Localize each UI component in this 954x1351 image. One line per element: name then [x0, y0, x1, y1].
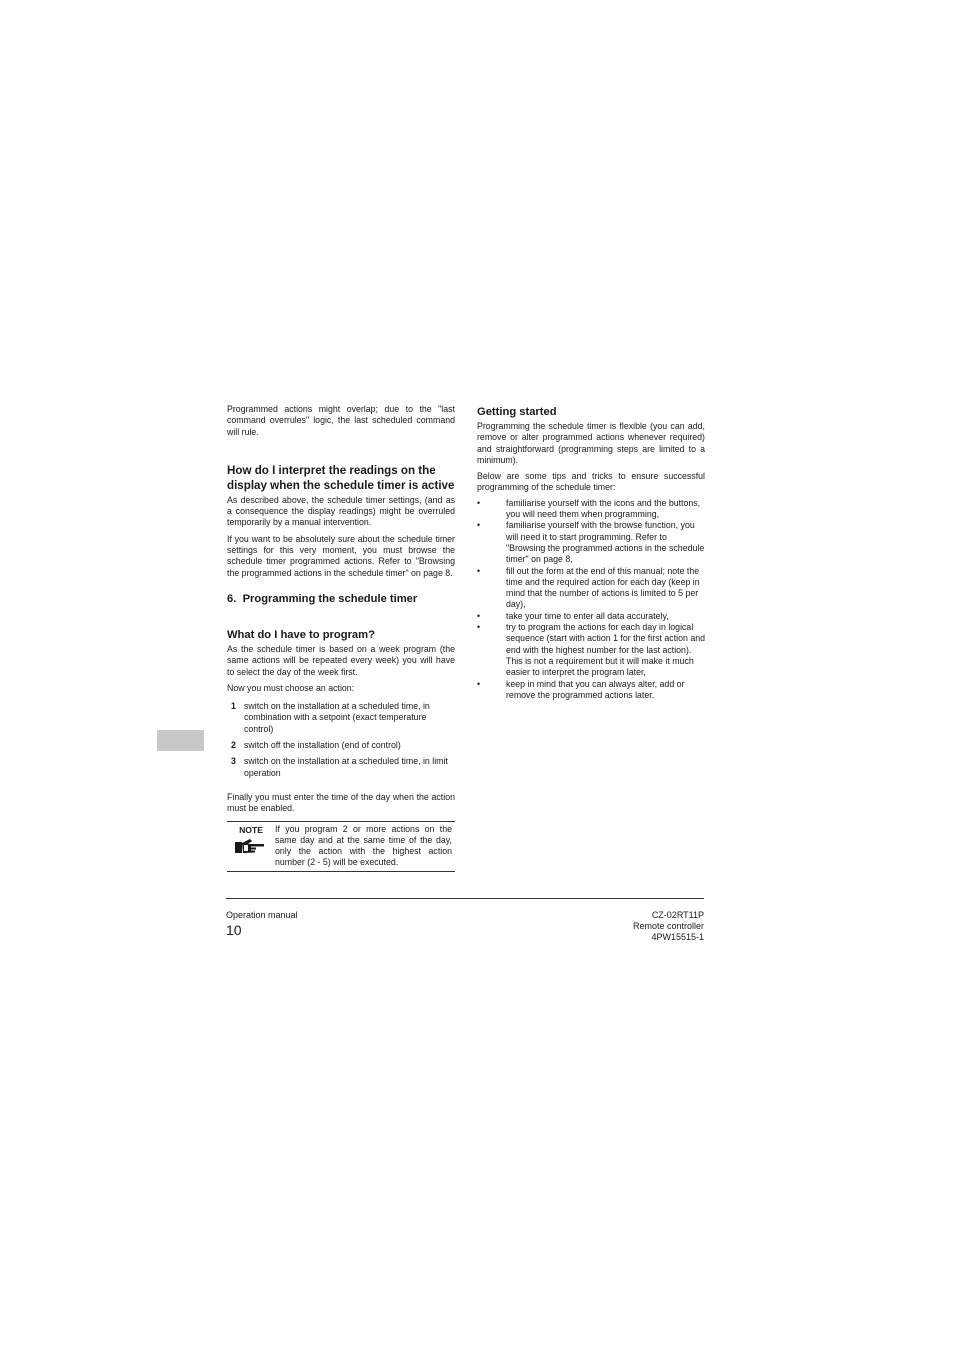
section-heading [227, 592, 455, 606]
program-paragraph-1: As the schedule timer is based on a week program (the same actions will be repeated every week) you will have to select the day of the week first. [227, 643, 455, 677]
getting-started-paragraph-2: Below are some tips and tricks to ensure successful programming of the schedule timer: [477, 471, 705, 493]
bullet: • [477, 565, 481, 576]
getting-started-heading: Getting started [477, 406, 557, 418]
note-label-block [227, 824, 275, 869]
finally-paragraph: Finally you must enter the time of the day when the action must be enabled. [227, 791, 455, 814]
tip-text: try to program the actions for each day in logical sequence (start with action 1 for the first action and end with the highest number for the last action). This is not a requirement but it will make it much easier to interpret the program later, [506, 622, 706, 678]
section-number: 6. [227, 592, 237, 605]
list-item [477, 679, 705, 702]
action-number: 2 [231, 740, 236, 751]
tip-text: take your time to enter all data accurately, [506, 610, 669, 621]
product-name: Remote controller [632, 921, 704, 931]
getting-started-paragraph-1: Programming the schedule timer is flexible (you can add, remove or alter programmed actions whenever required) and straightforward (programming steps are limited to a minimum). [477, 421, 705, 465]
action-number: 1 [231, 701, 236, 712]
bullet: • [477, 497, 481, 508]
footer-divider [226, 898, 704, 899]
list-item [477, 566, 705, 611]
manual-label: Operation manual [226, 910, 298, 920]
tip-text: fill out the form at the end of this manual; note the time and the required action for each day (keep in mind that the number of actions is limited to 5 per day), [506, 565, 700, 610]
action-text: switch on the installation at a scheduled time, in limit operation [244, 756, 448, 778]
list-item [477, 622, 705, 678]
interpret-heading: How do I interpret the readings on the display when the schedule timer is active [227, 463, 455, 492]
program-heading: What do I have to program? [227, 628, 375, 641]
bullet: • [477, 622, 481, 633]
bullet: • [477, 678, 481, 689]
list-item [477, 520, 705, 565]
bullet: • [477, 520, 481, 531]
interpret-paragraph-1: As described above, the schedule timer settings, (and as a consequence the display readings) might be overruled temporarily by a manual intervention. [227, 494, 455, 528]
list-item [227, 740, 455, 751]
list-item [477, 498, 705, 521]
left-column [227, 404, 455, 872]
list-item [477, 611, 705, 622]
action-list [227, 701, 455, 779]
bullet: • [477, 610, 481, 621]
right-column [477, 405, 705, 701]
pointing-hand-icon [234, 836, 268, 856]
section-title: Programming the schedule timer [242, 592, 418, 605]
footer-right [633, 910, 704, 943]
section-tab-marker [157, 730, 204, 751]
page-number: 10 [226, 922, 242, 938]
note-label: NOTE [239, 824, 263, 835]
action-number: 3 [231, 756, 236, 767]
tip-text: keep in mind that you can always alter, add or remove the programmed actions later. [506, 678, 685, 700]
document-code: 4PW15515-1 [651, 932, 704, 942]
action-text: switch on the installation at a scheduled time, in combination with a setpoint (exact temperature control) [244, 701, 430, 734]
interpret-paragraph-2: If you want to be absolutely sure about the schedule timer settings for this very moment, you must browse the schedule timer programmed actions. Refer to "Browsing the programmed actions in the schedule timer" on page 8. [227, 533, 455, 578]
action-text: switch off the installation (end of control) [244, 740, 401, 751]
tip-text: familiarise yourself with the browse function, you will need it to start programming. Refer to "Browsing the programmed actions in the schedule timer" on page 8, [506, 520, 705, 565]
tip-text: familiarise yourself with the icons and the buttons, you will need them when programming, [506, 497, 701, 520]
intro-paragraph: Programmed actions might overlap; due to the "last command overrules" logic, the last scheduled command will rule. [227, 404, 455, 437]
note-text: If you program 2 or more actions on the same day and at the same time of the day, only the action with the highest action number (2 - 5) will be executed. [275, 823, 452, 868]
list-item [227, 701, 455, 735]
list-item [227, 756, 455, 779]
model-number: CZ-02RT11P [651, 910, 704, 920]
footer-left [226, 910, 298, 938]
note-box [227, 821, 455, 872]
program-paragraph-2: Now you must choose an action: [227, 682, 355, 693]
tips-list [477, 498, 705, 701]
